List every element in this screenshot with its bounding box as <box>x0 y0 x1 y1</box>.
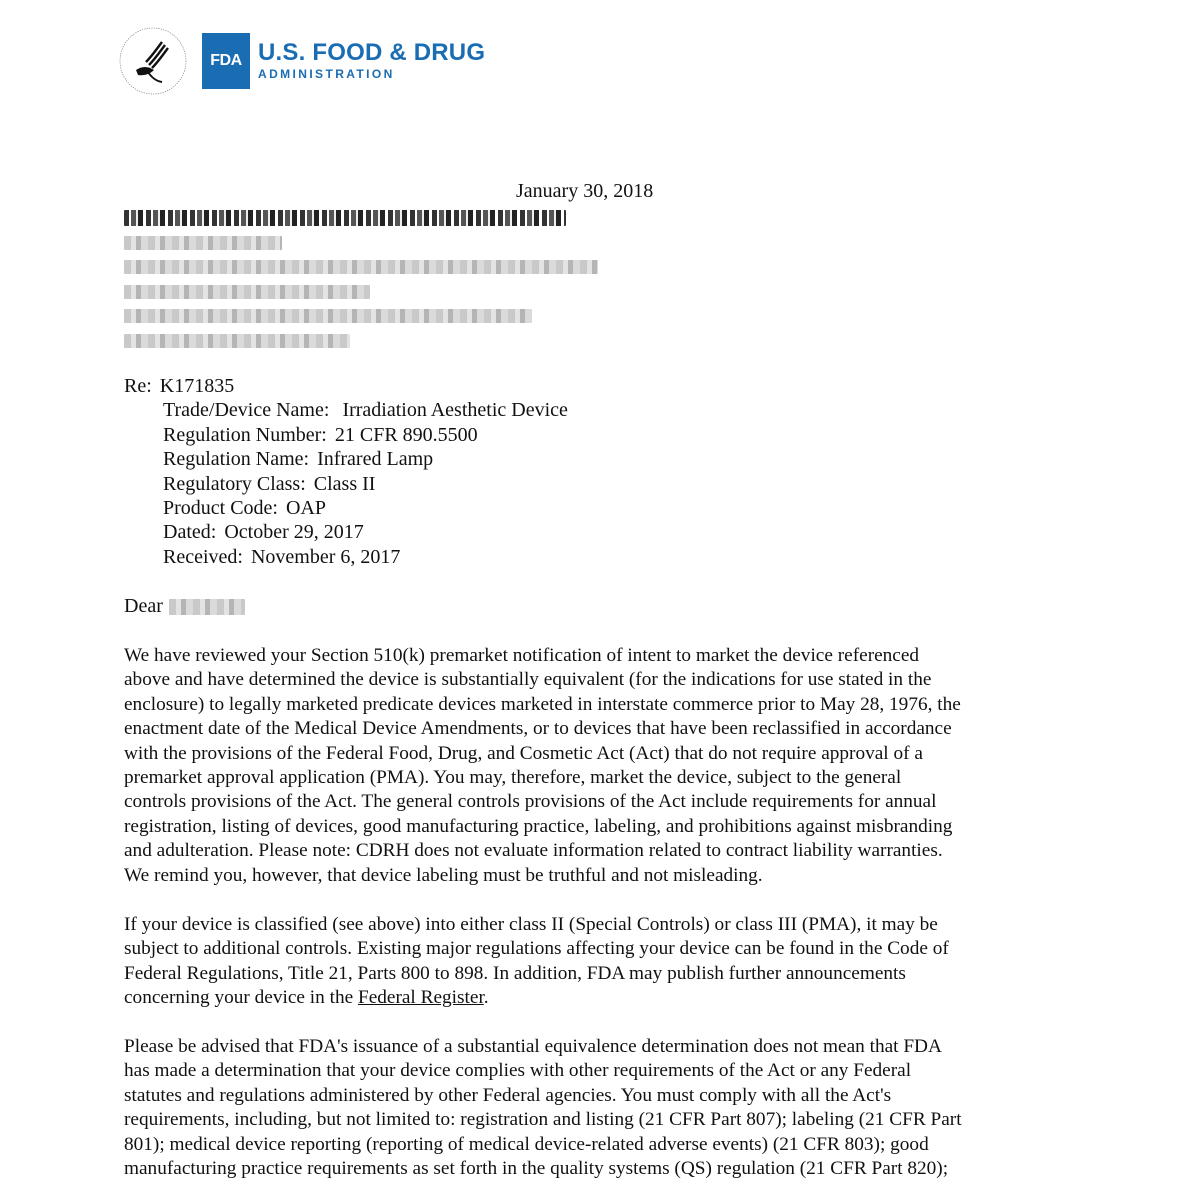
salutation-text: Dear <box>124 595 163 617</box>
field-regulatory-class: Regulatory Class: Class II <box>163 472 376 495</box>
redacted-line <box>124 236 282 250</box>
letterhead <box>118 26 485 96</box>
text-line: and adulteration. Please note: CDRH does not evaluate information related to contract liability warranties. <box>124 840 943 862</box>
redacted-line <box>124 260 598 274</box>
text-line: above and have determined the device is substantially equivalent (for the indications for use stated in the <box>124 669 932 691</box>
redacted-company-name <box>124 210 566 226</box>
paragraph-substantial-equivalence <box>124 644 1054 888</box>
field-received: Received: November 6, 2017 <box>163 545 401 568</box>
fda-mark-text: FDA <box>210 52 242 69</box>
field-trade-device-name: Trade/Device Name: Irradiation Aesthetic Device <box>163 399 568 422</box>
redacted-recipient-name <box>169 599 245 615</box>
text-line: manufacturing practice requirements as set forth in the quality systems (QS) regulation (21 CFR Part 820); <box>124 1158 949 1180</box>
text-line: We have reviewed your Section 510(k) premarket notification of intent to market the device referenced <box>124 645 920 666</box>
text-line: concerning your device in the Federal Register. <box>124 987 489 1009</box>
text-line: 801); medical device reporting (reporting of medical device-related adverse events) (21 CFR 803); good <box>124 1133 929 1155</box>
text-line: enclosure) to legally marketed predicate devices marketed in interstate commerce prior to May 28, 1976, the <box>124 693 961 715</box>
text-line: subject to additional controls. Existing major regulations affecting your device can be found in the Code of <box>124 938 949 960</box>
text-line: with the provisions of the Federal Food, Drug, and Cosmetic Act (Act) that do not require approval of a <box>124 742 923 764</box>
paragraph-additional-controls <box>124 913 1054 1011</box>
text-line: has made a determination that your device complies with other requirements of the Act or any Federal <box>124 1060 912 1082</box>
agency-title: U.S. FOOD & DRUG <box>258 39 486 66</box>
text-line: Please be advised that FDA's issuance of a substantial equivalence determination does not mean that FDA <box>124 1036 942 1057</box>
field-dated: Dated: October 29, 2017 <box>163 521 364 544</box>
text-line: statutes and regulations administered by other Federal agencies. You must comply with all the Act's <box>124 1084 892 1106</box>
text-line: controls provisions of the Act. The general controls provisions of the Act include requirements for annual <box>124 791 937 813</box>
fda-logo-mark <box>202 33 250 89</box>
fda-wordmark <box>258 40 485 82</box>
k-number: K171835 <box>159 375 235 397</box>
text-line: requirements, including, but not limited to: registration and listing (21 CFR Part 807); labeling (21 CFR Part <box>124 1109 962 1131</box>
redacted-line <box>124 334 350 348</box>
text-line: premarket approval application (PMA). You may, therefore, market the device, subject to the general <box>124 767 902 789</box>
text-line: We remind you, however, that device labeling must be truthful and not misleading. <box>124 864 763 886</box>
federal-register-link[interactable]: Federal Register <box>357 987 484 1009</box>
text-line: Federal Regulations, Title 21, Parts 800 to 898. In addition, FDA may publish further announcements <box>124 962 906 984</box>
redacted-line <box>124 309 532 323</box>
text-line: If your device is classified (see above) into either class II (Special Controls) or class III (PMA), it may be <box>124 914 938 935</box>
reference-block <box>124 374 568 569</box>
salutation <box>124 595 245 618</box>
paragraph-compliance-requirements <box>124 1035 1054 1181</box>
field-regulation-name: Regulation Name: Infrared Lamp <box>163 448 434 471</box>
letter-date: January 30, 2018 <box>516 180 654 202</box>
text-line: enactment date of the Medical Device Amendments, or to devices that have been reclassified in accordance <box>124 718 952 740</box>
agency-subtitle: ADMINISTRATION <box>258 67 395 81</box>
redacted-line <box>124 285 370 299</box>
re-label: Re: <box>124 375 152 397</box>
hhs-seal-icon <box>118 26 188 96</box>
recipient-address-redacted <box>124 206 598 353</box>
field-product-code: Product Code: OAP <box>163 497 327 520</box>
field-regulation-number: Regulation Number: 21 CFR 890.5500 <box>163 423 478 446</box>
text-line: registration, listing of devices, good manufacturing practice, labeling, and prohibitions against misbranding <box>124 815 953 837</box>
